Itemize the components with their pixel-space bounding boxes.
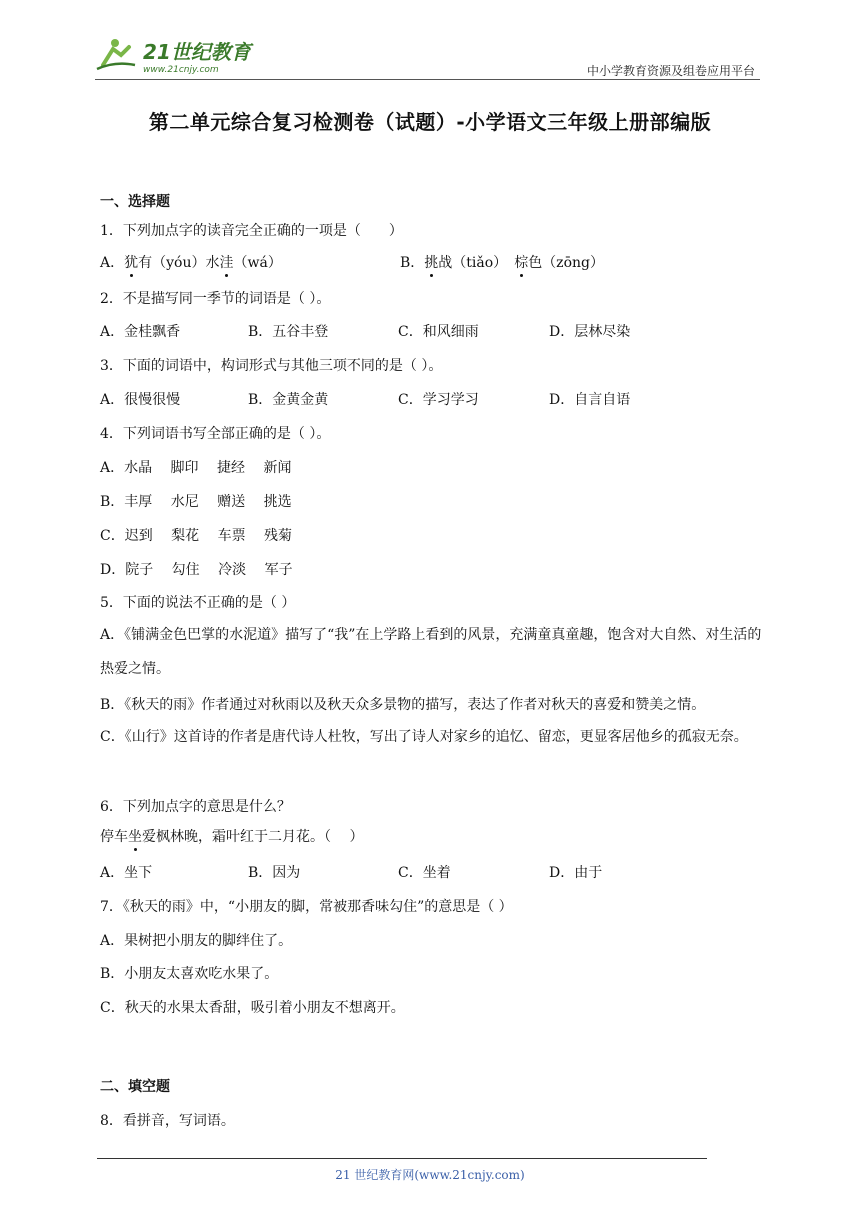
dotted-char: 棕 [514, 252, 528, 272]
question-4-option-b: B．丰厚 水尼 赠送 挑选 [100, 494, 292, 510]
section-heading-fill: 二、填空题 [100, 1079, 170, 1095]
question-3-option-b: B．金黄金黄 [248, 392, 329, 408]
question-6-stem: 6．下列加点字的意思是什么？ [100, 799, 291, 815]
footer-divider [97, 1158, 707, 1159]
question-4-option-a: A．水晶 脚印 捷经 新闻 [100, 460, 292, 476]
question-6-option-c: C．坐着 [398, 865, 451, 881]
dotted-char: 坐 [128, 826, 142, 846]
header-platform-text: 中小学教育资源及组卷应用平台 [586, 64, 755, 78]
question-4-stem: 4．下列词语书写全部正确的是（ ）。 [100, 426, 331, 442]
question-2-stem: 2．不是描写同一季节的词语是（ ）。 [100, 291, 331, 307]
site-logo [95, 35, 255, 77]
svg-text:21世纪教育: 21世纪教育 [143, 40, 251, 64]
question-6-poem-line [100, 826, 363, 846]
question-6-option-b: B．因为 [248, 865, 301, 881]
option-label: B． [400, 255, 425, 271]
poem-text: 停车 [100, 829, 128, 845]
question-1-option-a [100, 252, 282, 272]
question-1-option-b [400, 252, 604, 272]
question-5-option-b: B．《秋天的雨》作者通过对秋雨以及秋天众多景物的描写，表达了作者对秋天的喜爱和赞美之情。 [100, 697, 706, 713]
question-7-option-a: A．果树把小朋友的脚绊住了。 [100, 933, 293, 949]
question-7-option-c: C．秋天的水果太香甜，吸引着小朋友不想离开。 [100, 1000, 405, 1016]
page-header [95, 35, 760, 80]
question-3-option-d: D．自言自语 [549, 392, 631, 408]
question-5-option-c: C．《山行》这首诗的作者是唐代诗人杜牧，写出了诗人对家乡的追忆、留恋，更显客居他乡的孤寂无奈。 [100, 729, 748, 745]
svg-text:www.21cnjy.com: www.21cnjy.com [143, 65, 219, 75]
question-7-option-b: B．小朋友太喜欢吃水果了。 [100, 966, 279, 982]
question-8-stem: 8．看拼音，写词语。 [100, 1113, 235, 1129]
page-title: 第二单元综合复习检测卷（试题）-小学语文三年级上册部编版 [148, 110, 712, 134]
question-2-option-d: D．层林尽染 [549, 324, 631, 340]
question-1-stem: 1．下列加点字的读音完全正确的一项是（ ） [100, 223, 403, 239]
question-2-option-a: A．金桂飘香 [100, 324, 181, 340]
question-2-option-c: C．和风细雨 [398, 324, 479, 340]
section-heading-choice: 一、选择题 [100, 194, 170, 210]
question-3-option-a: A．很慢很慢 [100, 392, 181, 408]
option-label: A． [100, 255, 125, 271]
question-4-option-d: D．院子 勾住 冷淡 军子 [100, 562, 293, 578]
question-6-option-a: A．坐下 [100, 865, 153, 881]
dotted-char: 挑 [424, 252, 438, 272]
question-5-stem: 5．下面的说法不正确的是（ ） [100, 595, 296, 611]
dotted-char: 洼 [219, 252, 233, 272]
option-text: （wá） [233, 255, 282, 271]
poem-text: 爱枫林晚，霜叶红于二月花。（ ） [142, 829, 364, 845]
question-5-option-a: A．《铺满金色巴掌的水泥道》描写了“我”在上学路上看到的风景，充满童真童趣，饱含对大自然、对生活的热爱之情。 [100, 627, 762, 677]
question-6-option-d: D．由于 [549, 865, 603, 881]
question-2-option-b: B．五谷丰登 [248, 324, 329, 340]
question-3-stem: 3．下面的词语中，构词形式与其他三项不同的是（ ）。 [100, 358, 443, 374]
question-3-option-c: C．学习学习 [398, 392, 479, 408]
question-4-option-c: C．迟到 梨花 车票 残菊 [100, 528, 293, 544]
footer-text[interactable]: 21 世纪教育网(www.21cnjy.com) [335, 1168, 525, 1182]
option-text: 有（yóu）水 [138, 255, 220, 271]
option-text: 战（tiǎo） [438, 255, 515, 271]
header-divider [95, 79, 760, 80]
question-7-stem: 7．《秋天的雨》中，“小朋友的脚，常被那香味勾住”的意思是（ ） [100, 899, 513, 915]
option-text: 色（zōng） [528, 255, 604, 271]
dotted-char: 犹 [124, 252, 138, 272]
